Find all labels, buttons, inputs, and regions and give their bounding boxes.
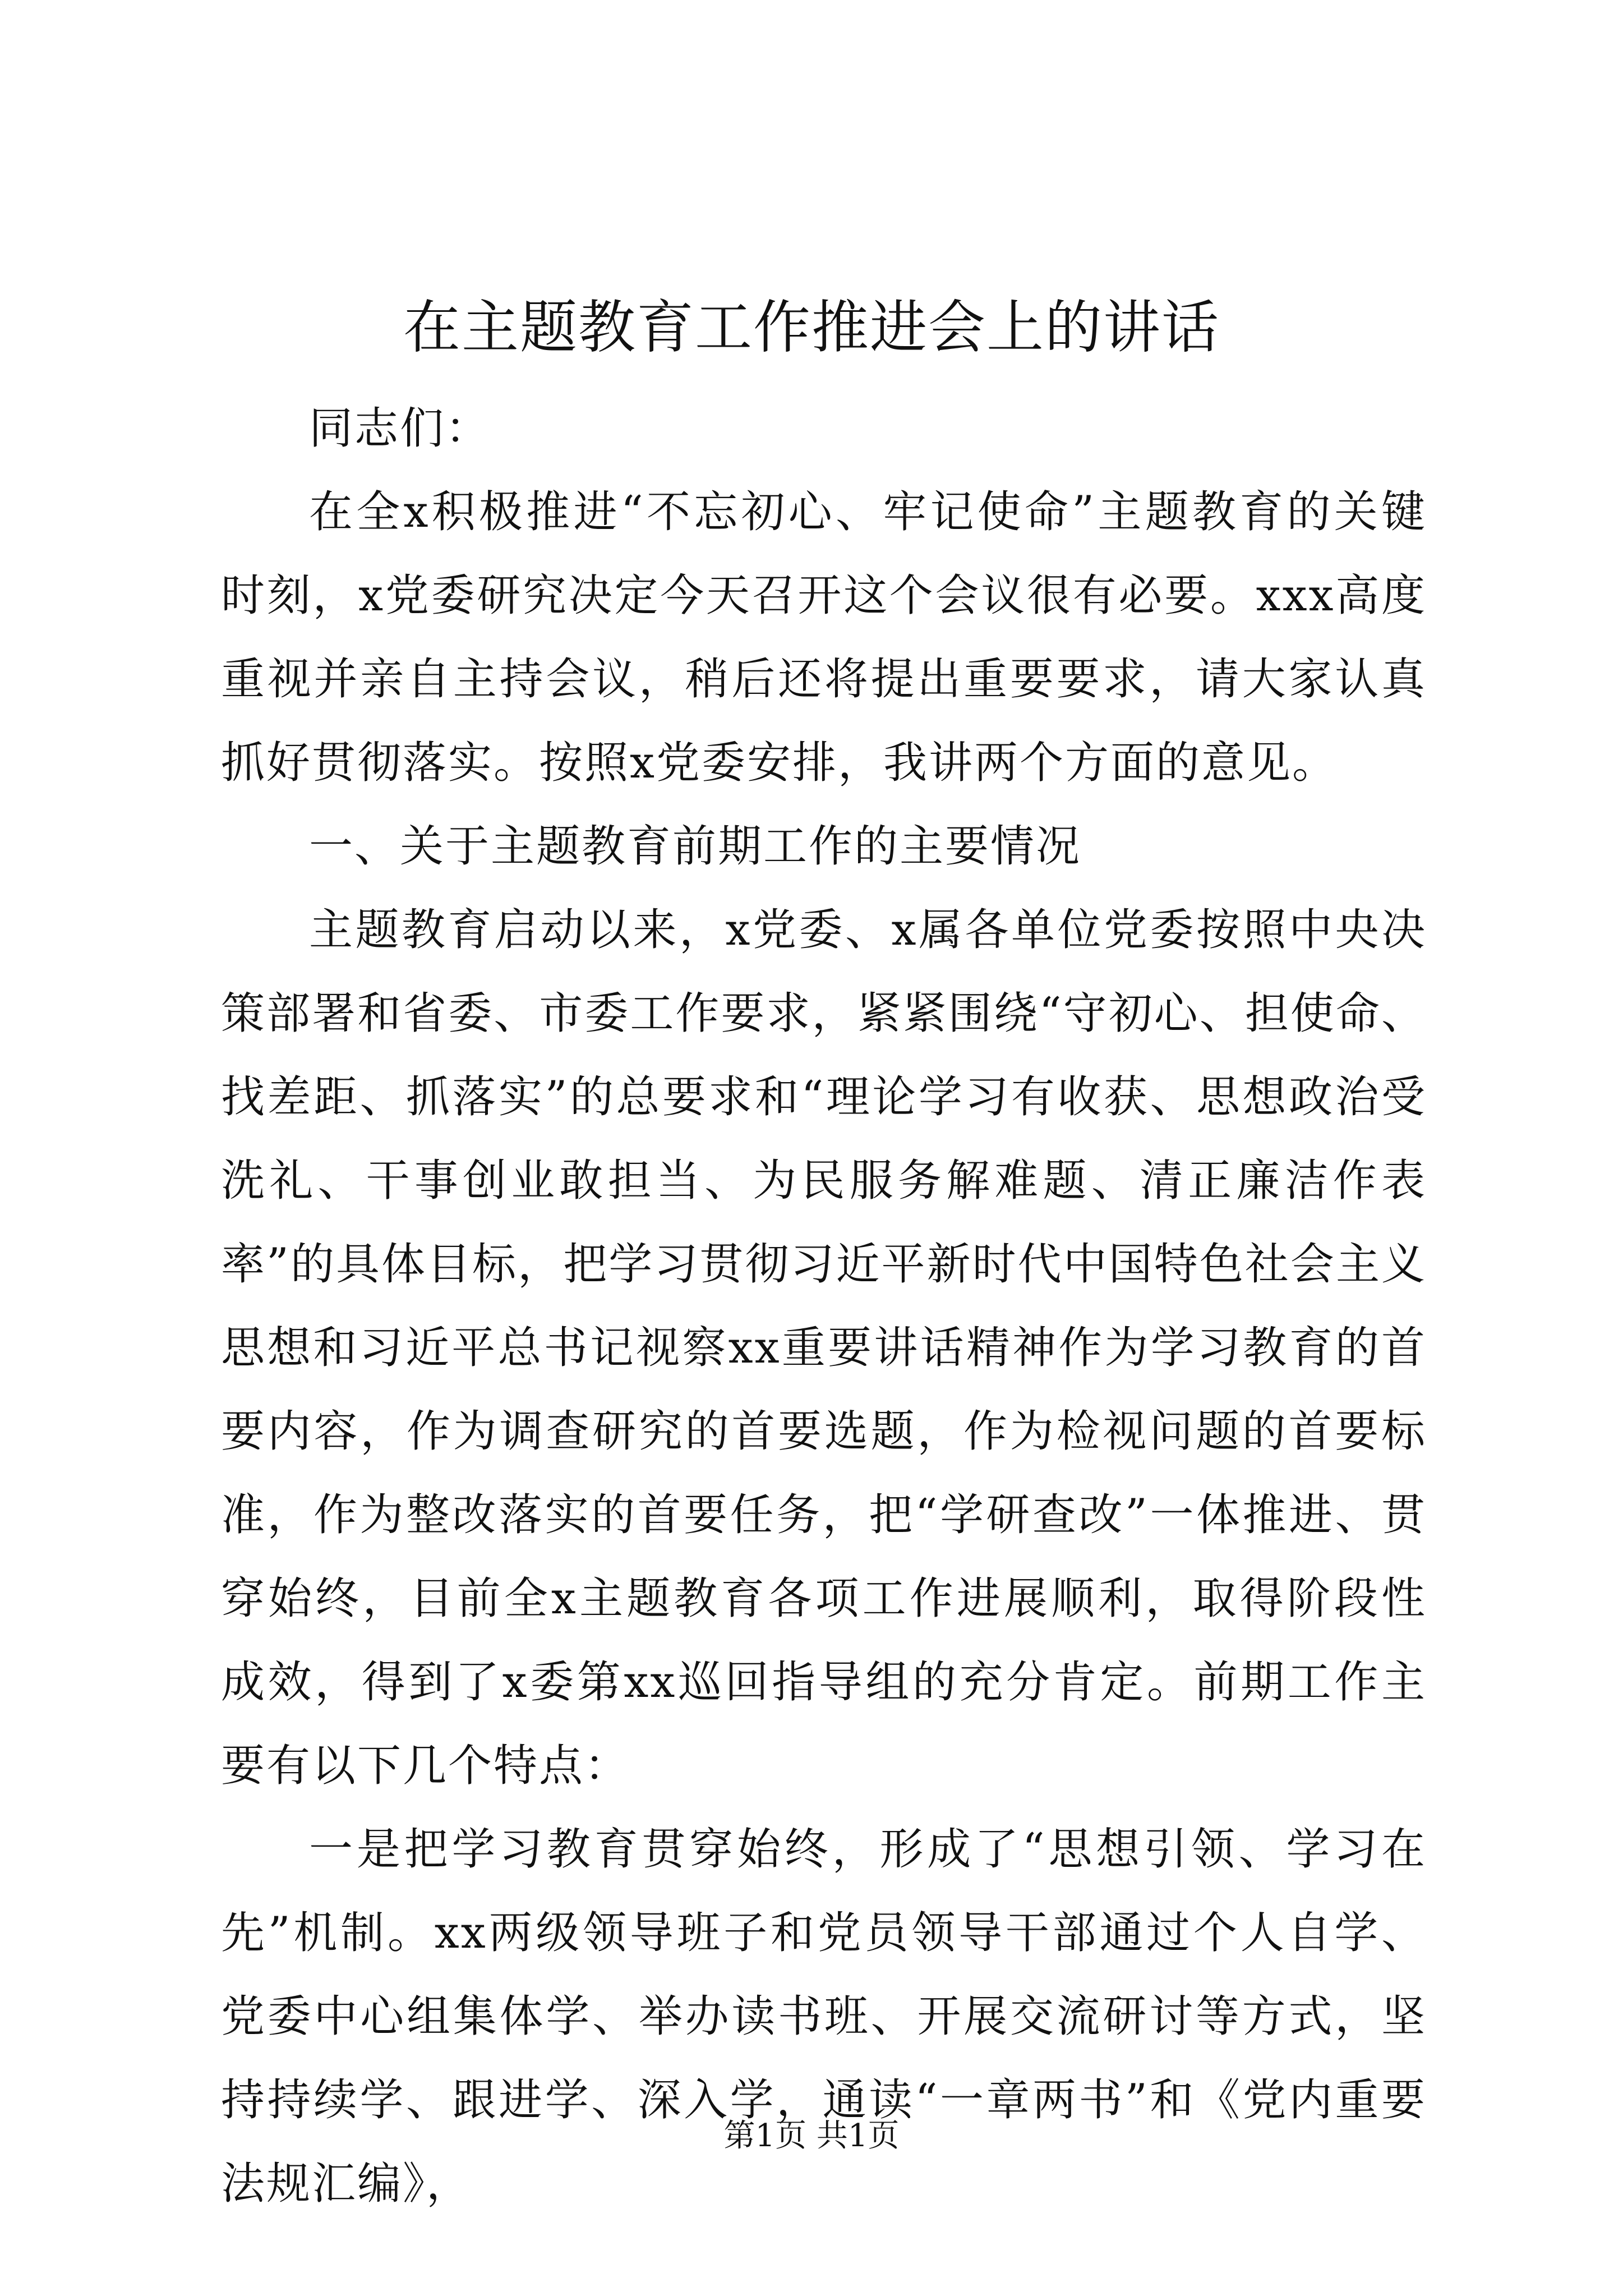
page-footer: 第1页 共1页 (723, 2118, 900, 2154)
intro-paragraph: 在全x积极推进“不忘初心、牢记使命”主题教育的关键时刻，x党委研究决定今天召开这个会议很有必要。xxx高度重视并亲自主持会议，稍后还将提出重要要求，请大家认真抓好贯彻落实。按照x党委安排，我讲两个方面的意见。 (221, 487, 1427, 788)
section-heading: 一、关于主题教育前期工作的主要情况 (309, 821, 1082, 872)
body-paragraph: 主题教育启动以来，x党委、x属各单位党委按照中央决策部署和省委、市委工作要求，紧紧围绕“守初心、担使命、找差距、抓落实”的总要求和“理论学习有收获、思想政治受洗礼、干事创业敢担当、为民服务解难题、清正廉洁作表率”的具体目标，把学习贯彻习近平新时代中国特色社会主义思想和习近平总书记视察xx重要讲话精神作为学习教育的首要内容，作为调查研究的首要选题，作为检视问题的首要标准，作为整改落实的首要任务，把“学研查改”一体推进、贯穿始终，目前全x主题教育各项工作进展顺利，取得阶段性成效，得到了x委第xx巡回指导组的充分肯定。前期工作主要有以下几个特点： (221, 905, 1427, 1791)
document-body (221, 387, 1427, 2226)
document-title: 在主题教育工作推进会上的讲话 (403, 295, 1220, 361)
body-paragraph: 一是把学习教育贯穿始终，形成了“思想引领、学习在先”机制。xx两级领导班子和党员领导干部通过个人自学、党委中心组集体学、举办读书班、开展交流研讨等方式，坚持持续学、跟进学、深入学，通读“一章两书”和《党内重要法规汇编》， (221, 1824, 1427, 2209)
salutation-paragraph: 同志们： (309, 403, 491, 454)
